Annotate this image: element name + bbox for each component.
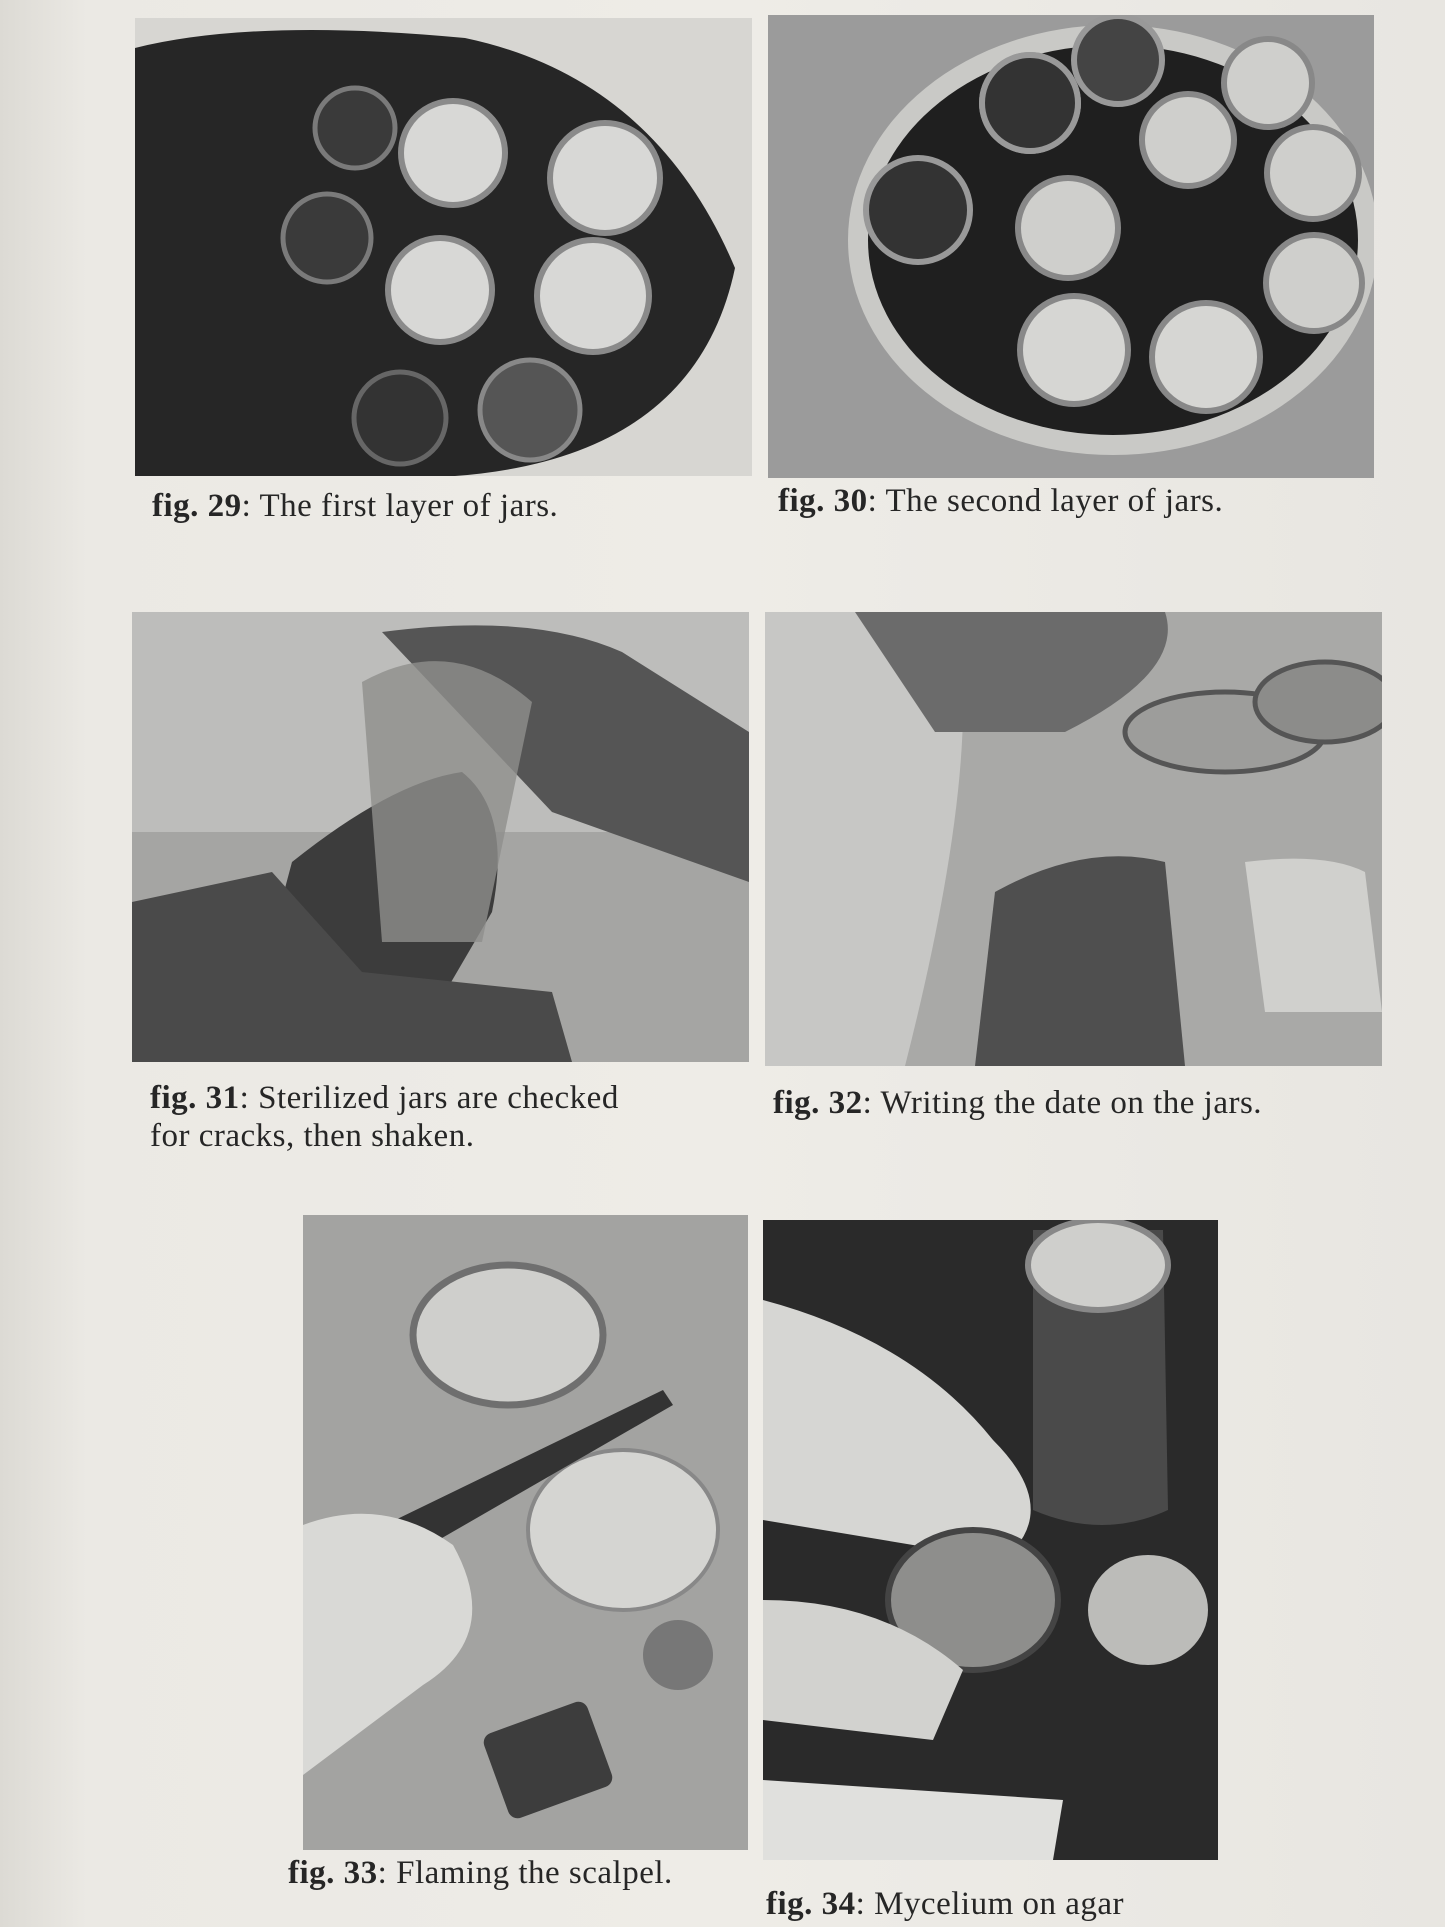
caption-text: The second layer of jars. <box>885 483 1224 519</box>
caption-fig-32 <box>773 1084 1262 1122</box>
photo-fig-31 <box>132 612 749 1062</box>
fig-number: 33 <box>343 1855 378 1891</box>
fig-number: 30 <box>833 483 868 519</box>
fig-separator: : <box>867 483 878 519</box>
photo-fig-33 <box>303 1215 748 1850</box>
caption-text: Mycelium on agar <box>874 1886 1125 1922</box>
fig-label: fig. <box>766 1886 813 1922</box>
fig-separator: : <box>377 1855 388 1891</box>
fig-separator: : <box>239 1080 250 1116</box>
fig-separator: : <box>855 1886 866 1922</box>
fig-label: fig. <box>773 1085 820 1121</box>
fig-label: fig. <box>288 1855 335 1891</box>
caption-fig-30 <box>778 482 1223 520</box>
fig-label: fig. <box>150 1080 197 1116</box>
fig-number: 34 <box>821 1886 856 1922</box>
fig-number: 29 <box>207 488 242 524</box>
fig-separator: : <box>862 1085 873 1121</box>
fig-number: 31 <box>205 1080 240 1116</box>
fig-label: fig. <box>152 488 199 524</box>
caption-fig-34 <box>766 1885 1124 1923</box>
caption-text: Writing the date on the jars. <box>880 1085 1263 1121</box>
caption-text: Sterilized jars are checked <box>258 1080 619 1116</box>
caption-text: The first layer of jars. <box>259 488 559 524</box>
caption-text: Flaming the scalpel. <box>396 1855 673 1891</box>
photo-fig-34 <box>763 1220 1218 1860</box>
fig-label: fig. <box>778 483 825 519</box>
fig-separator: : <box>241 488 252 524</box>
fig-number: 32 <box>828 1085 863 1121</box>
caption-text-line-2: for cracks, then shaken. <box>150 1118 475 1154</box>
caption-fig-29 <box>152 487 558 525</box>
caption-fig-31 <box>150 1079 619 1155</box>
photo-fig-30 <box>768 15 1374 478</box>
caption-fig-33 <box>288 1854 673 1892</box>
photo-fig-32 <box>765 612 1382 1066</box>
photo-fig-29 <box>135 18 752 476</box>
